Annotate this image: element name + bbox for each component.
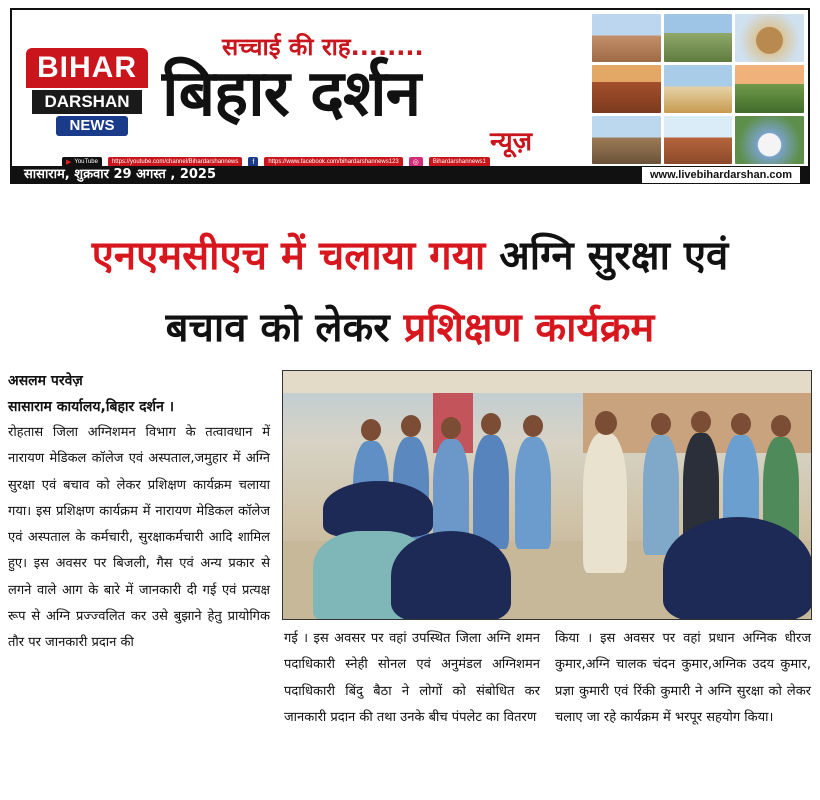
tagline: सच्चाई की राह........: [222, 33, 424, 61]
landmark-photo: [664, 14, 733, 62]
photo-head: [441, 417, 461, 439]
photo-head: [651, 413, 671, 435]
landmark-photo: [592, 65, 661, 113]
masthead: [10, 8, 810, 184]
logo-line3: NEWS: [56, 116, 128, 136]
photo-foreground-cap: [323, 481, 433, 537]
headline-black-part: बचाव को लेकर: [165, 305, 390, 351]
photo-head: [731, 413, 751, 435]
bihar-darshan-logo[interactable]: [26, 46, 148, 140]
website-link[interactable]: www.livebihardarshan.com: [642, 167, 800, 183]
photo-head: [691, 411, 711, 433]
landmark-photo: [592, 14, 661, 62]
logo-line1: BIHAR: [26, 48, 148, 88]
article-dateline: सासाराम कार्यालय,बिहार दर्शन ।: [8, 399, 175, 415]
article-column-2: [284, 626, 540, 731]
landmark-photo: [664, 116, 733, 164]
author-name: असलम परवेज़: [8, 373, 83, 389]
headline-black-part: अग्नि सुरक्षा एवं: [499, 233, 729, 279]
article-column-3: [555, 626, 811, 731]
landmark-photo: [664, 65, 733, 113]
training-event-photo: [282, 370, 812, 620]
photo-head: [771, 415, 791, 437]
bihar-landmarks-collage: [592, 14, 804, 164]
landmark-photo: [735, 14, 804, 62]
headline-red-part: एनएमसीएच में चलाया गया: [91, 233, 486, 279]
photo-ceiling: [283, 371, 811, 393]
article-paragraph: रोहतास जिला अग्निशमन विभाग के तत्वावधान में नारायण मेडिकल कॉलेज एवं अस्पताल,जमुहार में अग्नि सुरक्षा एवं बचाव को लेकर प्रशिक्षण कार्यक्रम चलाया गया। इस प्रशिक्षण कार्यक्रम में नारायण मेडिकल कॉलेज एवं अस्पताल के कर्मचारी, सुरक्षाकर्मचारी आदि शामिल हुए। इस अवसर पर बिजली, गैस एवं अन्य प्रकार से लगने वाले आग के बारे में जानकारी दी गई एवं प्रत्यक्ष रूप से अग्नि प्रज्ज्वलित कर उसे बुझाने हेतु प्रायोगिक तौर पर जानकारी प्रदान की: [8, 425, 270, 651]
photo-head: [481, 413, 501, 435]
article-column-1: [8, 368, 270, 657]
photo-head: [595, 411, 617, 435]
photo-person: [515, 437, 551, 549]
photo-foreground-cap: [663, 517, 812, 620]
photo-head: [401, 415, 421, 437]
logo-line2: DARSHAN: [32, 90, 142, 114]
photo-head: [361, 419, 381, 441]
instagram-url[interactable]: Bihardarshannews1: [429, 157, 490, 167]
landmark-photo: [592, 116, 661, 164]
instagram-icon: ◎: [412, 159, 419, 166]
photo-foreground-cap: [391, 531, 511, 620]
issue-date: सासाराम, शुक्रवार 29 अगस्त , 2025: [24, 167, 217, 182]
landmark-photo: [735, 65, 804, 113]
landmark-photo: [735, 116, 804, 164]
facebook-icon: f: [252, 158, 255, 166]
photo-head: [523, 415, 543, 437]
newspaper-title: बिहार दर्शन: [162, 57, 421, 131]
article-paragraph: गई । इस अवसर पर वहां उपस्थित जिला अग्नि शमन पदाधिकारी स्नेही सोनल एवं अनुमंडल अग्निशमन पदाधिकारी बिंदु बैठा ने लोगों को संबोधित कर जानकारी प्रदान की तथा उनके बीच पंपलेट का वितरण: [284, 631, 540, 725]
date-bar: [12, 166, 808, 184]
headline-line-2: [0, 300, 820, 356]
article-paragraph: किया । इस अवसर पर वहां प्रधान अग्निक धीरज कुमार,अग्नि चालक चंदन कुमार,अग्निक उदय कुमार, प्रज्ञा कुमारी एवं रिंकी कुमारी ने अग्नि सुरक्षा को लेकर चलाए जा रहे कार्यक्रम में भरपूर सहयोग किया।: [555, 631, 811, 725]
photo-person: [473, 435, 509, 549]
youtube-icon: ▶: [66, 159, 72, 166]
facebook-url[interactable]: https://www.facebook.com/bihardarshannews123: [264, 157, 402, 167]
photo-person: [643, 435, 679, 555]
photo-instructor: [583, 433, 627, 573]
newspaper-subtitle: न्यूज़: [490, 127, 533, 157]
headline-line-1: [0, 228, 820, 284]
youtube-label: YouTube: [74, 159, 98, 165]
headline-red-part: प्रशिक्षण कार्यक्रम: [403, 305, 655, 351]
youtube-url[interactable]: https://youtube.com/channel/Bihardarshannews: [108, 157, 242, 167]
